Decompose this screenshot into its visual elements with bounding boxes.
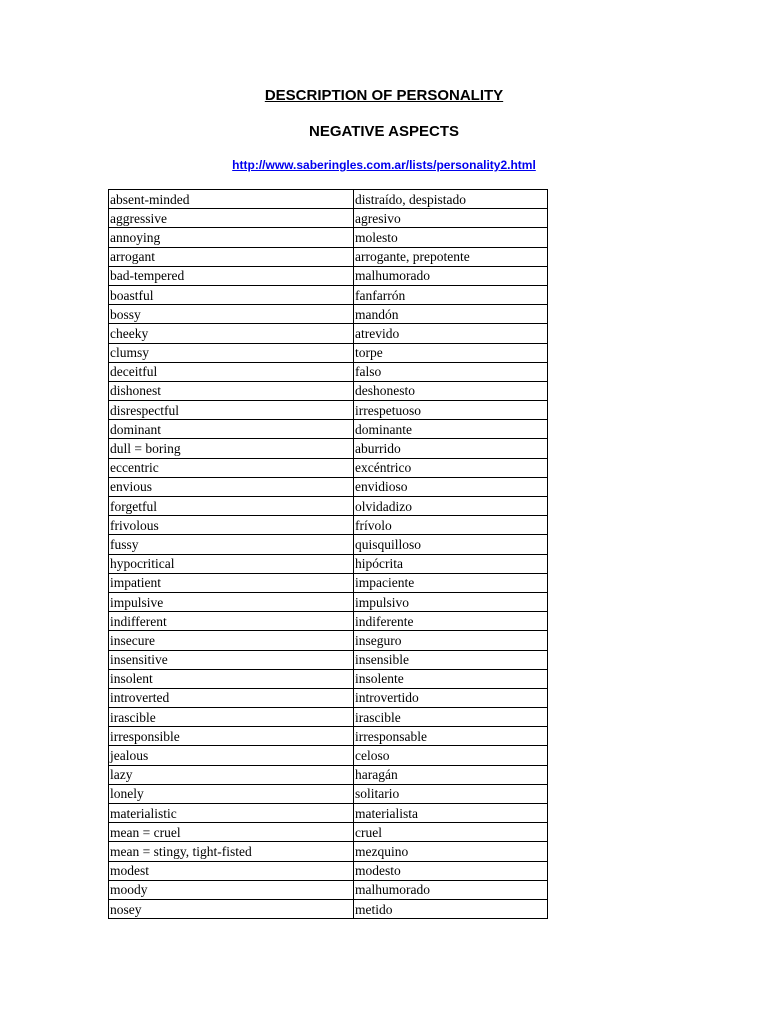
spanish-translation-cell: molesto xyxy=(354,228,548,247)
table-row xyxy=(109,746,548,765)
english-term-cell: clumsy xyxy=(109,343,354,362)
english-term-cell: fussy xyxy=(109,535,354,554)
english-term-cell: lonely xyxy=(109,784,354,803)
english-term-cell: frivolous xyxy=(109,516,354,535)
spanish-translation-cell: torpe xyxy=(354,343,548,362)
english-term-cell: boastful xyxy=(109,285,354,304)
table-row xyxy=(109,247,548,266)
spanish-translation-cell: metido xyxy=(354,899,548,918)
table-row xyxy=(109,765,548,784)
english-term-cell: mean = cruel xyxy=(109,823,354,842)
spanish-translation-cell: quisquilloso xyxy=(354,535,548,554)
table-row xyxy=(109,669,548,688)
english-term-cell: envious xyxy=(109,477,354,496)
spanish-translation-cell: irascible xyxy=(354,708,548,727)
english-term-cell: introverted xyxy=(109,688,354,707)
english-term-cell: irascible xyxy=(109,708,354,727)
spanish-translation-cell: irrespetuoso xyxy=(354,401,548,420)
table-row xyxy=(109,401,548,420)
spanish-translation-cell: cruel xyxy=(354,823,548,842)
spanish-translation-cell: mezquino xyxy=(354,842,548,861)
table-row xyxy=(109,381,548,400)
table-row xyxy=(109,285,548,304)
table-row xyxy=(109,861,548,880)
spanish-translation-cell: aburrido xyxy=(354,439,548,458)
spanish-translation-cell: introvertido xyxy=(354,688,548,707)
english-term-cell: nosey xyxy=(109,899,354,918)
table-row xyxy=(109,650,548,669)
spanish-translation-cell: insensible xyxy=(354,650,548,669)
spanish-translation-cell: inseguro xyxy=(354,631,548,650)
english-term-cell: mean = stingy, tight-fisted xyxy=(109,842,354,861)
table-row xyxy=(109,228,548,247)
english-term-cell: annoying xyxy=(109,228,354,247)
table-row xyxy=(109,842,548,861)
spanish-translation-cell: envidioso xyxy=(354,477,548,496)
english-term-cell: irresponsible xyxy=(109,727,354,746)
english-term-cell: impatient xyxy=(109,573,354,592)
english-term-cell: insolent xyxy=(109,669,354,688)
english-term-cell: dull = boring xyxy=(109,439,354,458)
table-row xyxy=(109,631,548,650)
table-row xyxy=(109,477,548,496)
english-term-cell: dishonest xyxy=(109,381,354,400)
spanish-translation-cell: mandón xyxy=(354,305,548,324)
spanish-translation-cell: modesto xyxy=(354,861,548,880)
table-row xyxy=(109,784,548,803)
english-term-cell: cheeky xyxy=(109,324,354,343)
spanish-translation-cell: impaciente xyxy=(354,573,548,592)
table-row xyxy=(109,612,548,631)
english-term-cell: bossy xyxy=(109,305,354,324)
spanish-translation-cell: dominante xyxy=(354,420,548,439)
table-row xyxy=(109,420,548,439)
spanish-translation-cell: celoso xyxy=(354,746,548,765)
table-row xyxy=(109,458,548,477)
english-term-cell: lazy xyxy=(109,765,354,784)
vocabulary-table xyxy=(108,189,548,919)
english-term-cell: bad-tempered xyxy=(109,266,354,285)
table-row xyxy=(109,823,548,842)
english-term-cell: modest xyxy=(109,861,354,880)
english-term-cell: disrespectful xyxy=(109,401,354,420)
spanish-translation-cell: impulsivo xyxy=(354,592,548,611)
table-row xyxy=(109,554,548,573)
vocabulary-table-body xyxy=(109,190,548,919)
spanish-translation-cell: materialista xyxy=(354,804,548,823)
source-link[interactable]: http://www.saberingles.com.ar/lists/personality2.html xyxy=(232,158,536,172)
spanish-translation-cell: atrevido xyxy=(354,324,548,343)
english-term-cell: dominant xyxy=(109,420,354,439)
english-term-cell: deceitful xyxy=(109,362,354,381)
spanish-translation-cell: deshonesto xyxy=(354,381,548,400)
spanish-translation-cell: insolente xyxy=(354,669,548,688)
spanish-translation-cell: agresivo xyxy=(354,209,548,228)
spanish-translation-cell: excéntrico xyxy=(354,458,548,477)
table-row xyxy=(109,190,548,209)
spanish-translation-cell: irresponsable xyxy=(354,727,548,746)
table-row xyxy=(109,362,548,381)
english-term-cell: aggressive xyxy=(109,209,354,228)
english-term-cell: forgetful xyxy=(109,497,354,516)
spanish-translation-cell: olvidadizo xyxy=(354,497,548,516)
table-row xyxy=(109,573,548,592)
table-row xyxy=(109,535,548,554)
page-subtitle: NEGATIVE ASPECTS xyxy=(308,123,460,140)
english-term-cell: absent-minded xyxy=(109,190,354,209)
table-row xyxy=(109,804,548,823)
table-row xyxy=(109,305,548,324)
english-term-cell: insensitive xyxy=(109,650,354,669)
spanish-translation-cell: haragán xyxy=(354,765,548,784)
spanish-translation-cell: frívolo xyxy=(354,516,548,535)
english-term-cell: moody xyxy=(109,880,354,899)
table-row xyxy=(109,592,548,611)
english-term-cell: jealous xyxy=(109,746,354,765)
spanish-translation-cell: malhumorado xyxy=(354,266,548,285)
table-row xyxy=(109,899,548,918)
table-row xyxy=(109,439,548,458)
english-term-cell: insecure xyxy=(109,631,354,650)
table-row xyxy=(109,266,548,285)
table-row xyxy=(109,688,548,707)
table-row xyxy=(109,209,548,228)
spanish-translation-cell: indiferente xyxy=(354,612,548,631)
english-term-cell: hypocritical xyxy=(109,554,354,573)
spanish-translation-cell: malhumorado xyxy=(354,880,548,899)
spanish-translation-cell: fanfarrón xyxy=(354,285,548,304)
spanish-translation-cell: arrogante, prepotente xyxy=(354,247,548,266)
english-term-cell: eccentric xyxy=(109,458,354,477)
english-term-cell: arrogant xyxy=(109,247,354,266)
english-term-cell: impulsive xyxy=(109,592,354,611)
table-row xyxy=(109,497,548,516)
english-term-cell: indifferent xyxy=(109,612,354,631)
table-row xyxy=(109,880,548,899)
spanish-translation-cell: solitario xyxy=(354,784,548,803)
table-row xyxy=(109,324,548,343)
table-row xyxy=(109,708,548,727)
spanish-translation-cell: falso xyxy=(354,362,548,381)
spanish-translation-cell: distraído, despistado xyxy=(354,190,548,209)
spanish-translation-cell: hipócrita xyxy=(354,554,548,573)
page-title: DESCRIPTION OF PERSONALITY xyxy=(264,87,504,104)
english-term-cell: materialistic xyxy=(109,804,354,823)
table-row xyxy=(109,516,548,535)
table-row xyxy=(109,343,548,362)
table-row xyxy=(109,727,548,746)
